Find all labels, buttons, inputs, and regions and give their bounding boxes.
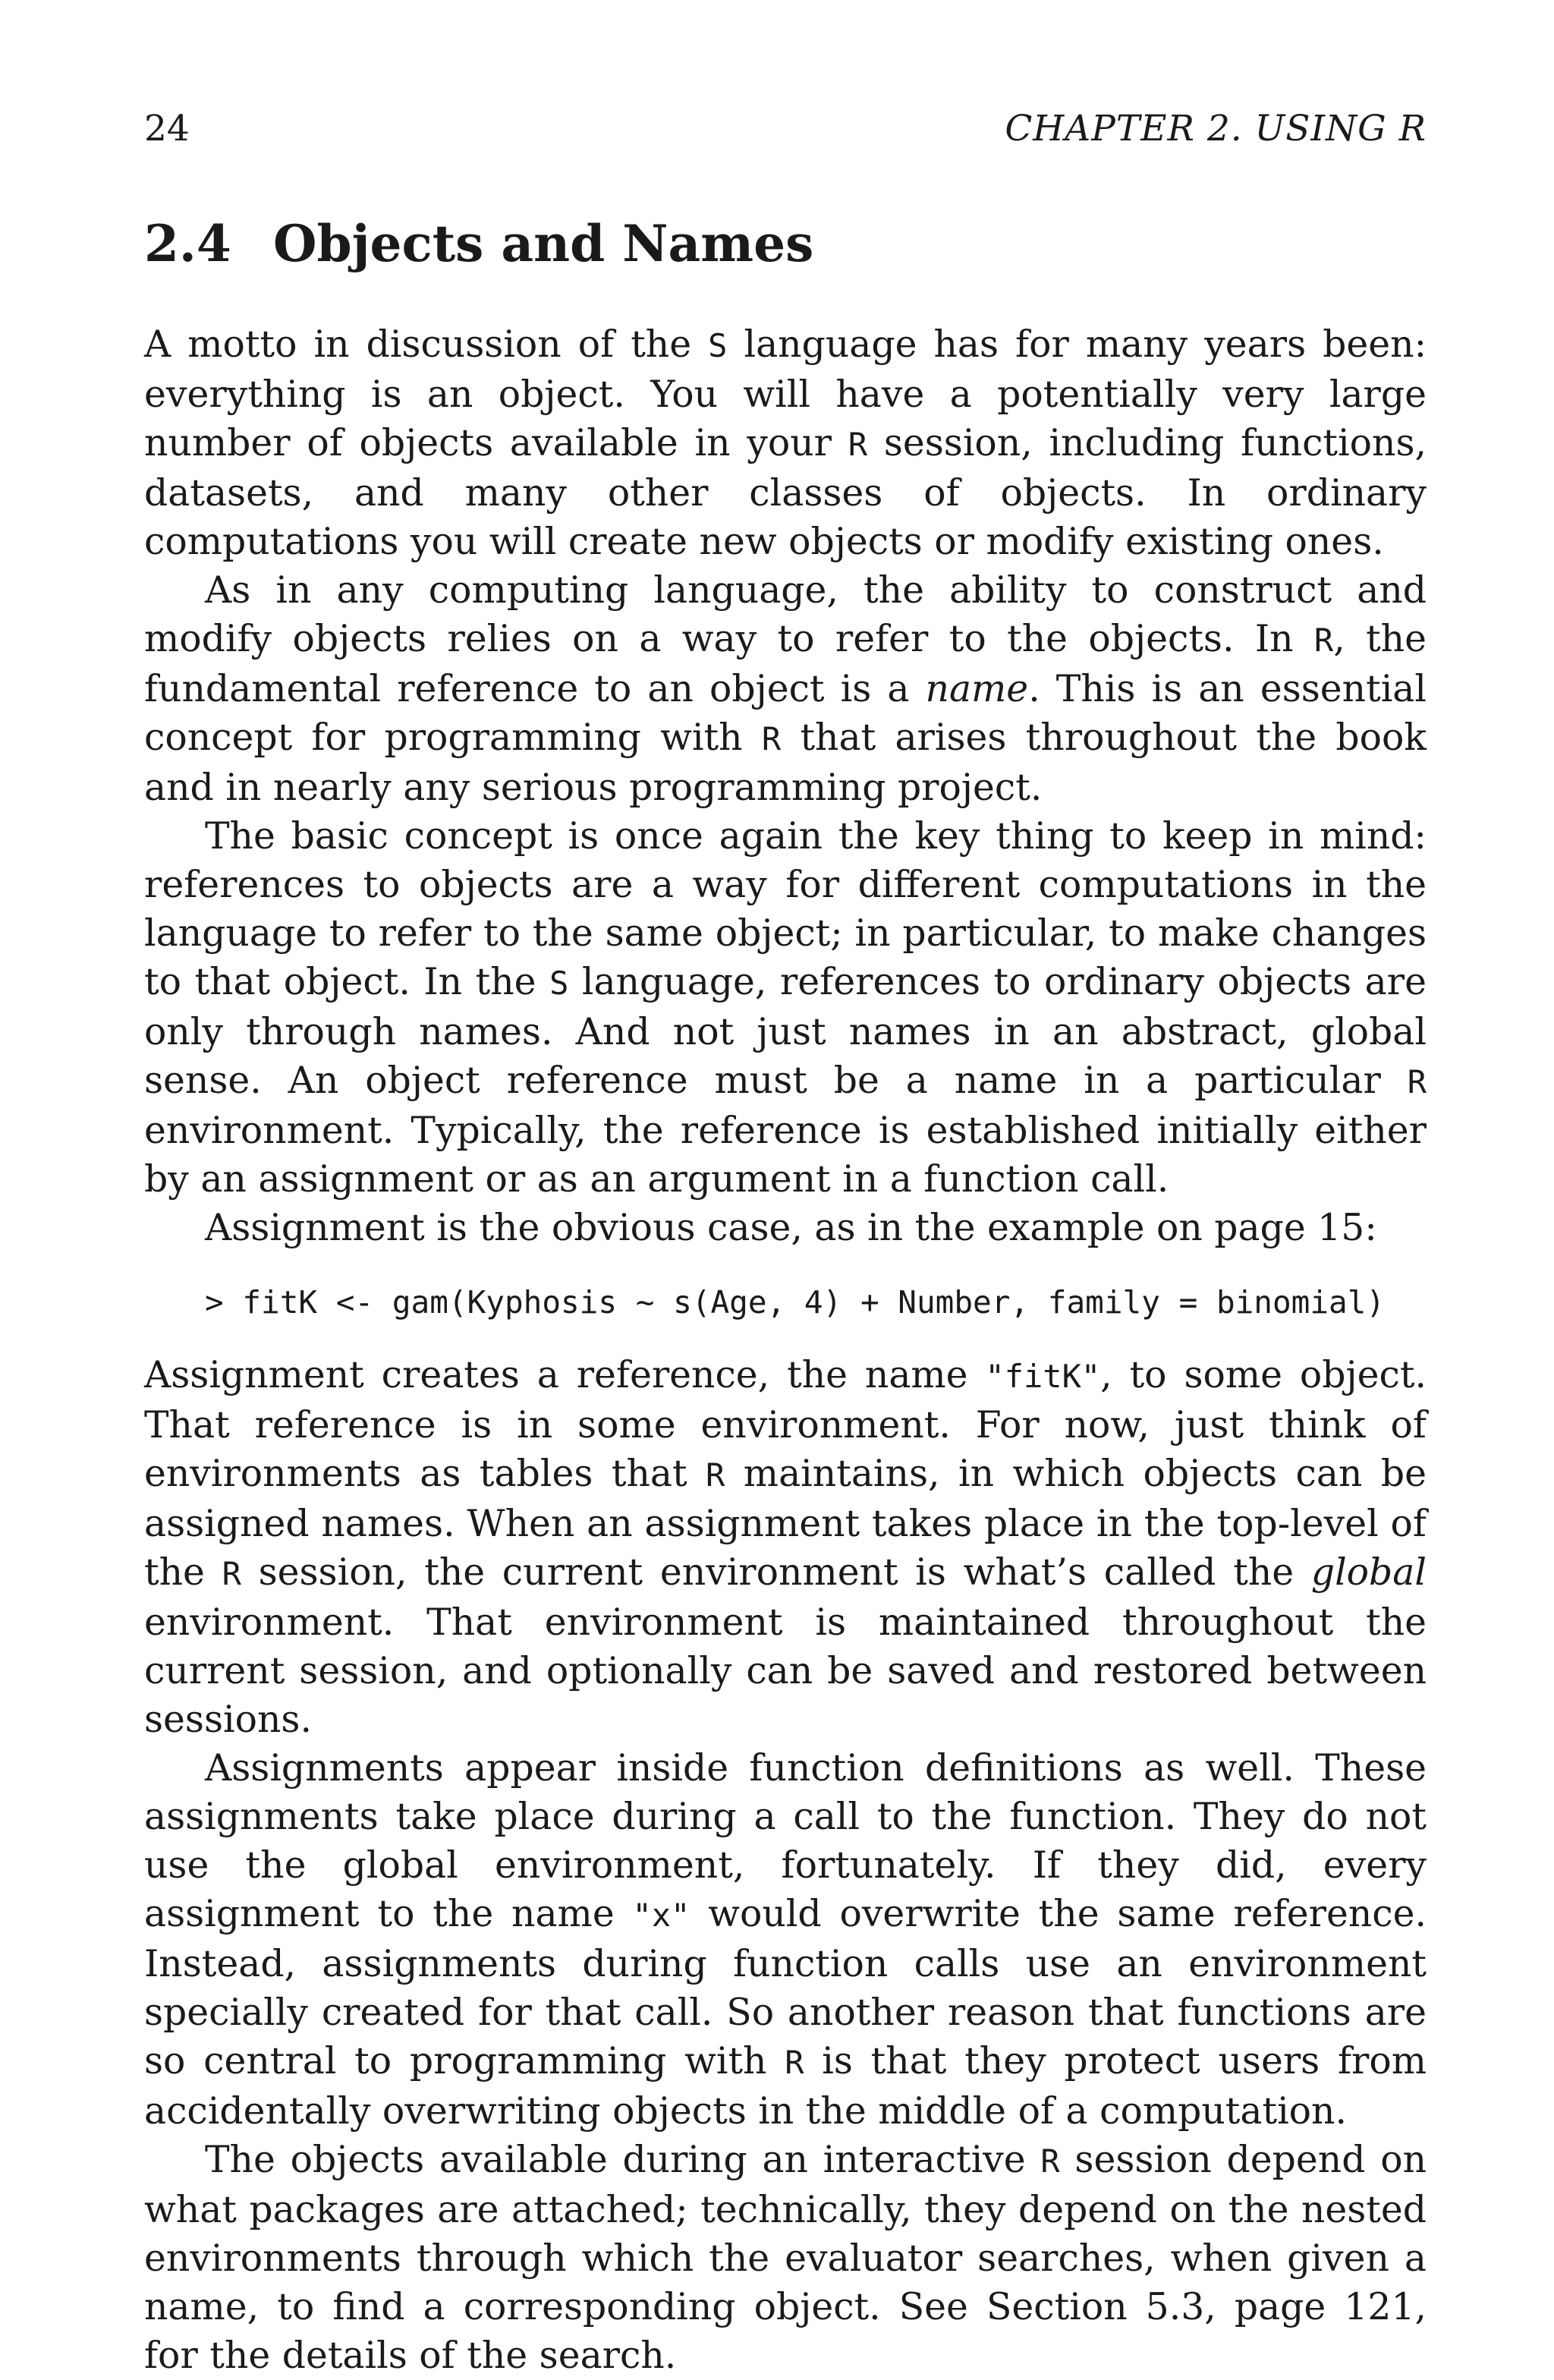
paragraph-5 xyxy=(144,1351,1427,1744)
section-heading xyxy=(144,209,1427,278)
text-run: maintains, in which objects can be assigned names. When an assignment takes place in the top-level of the xyxy=(144,1452,1427,1594)
code-inline: R xyxy=(1040,2142,1060,2180)
text-run: environment. Typically, the reference is established initially either by an assignment or as an argument in a function call. xyxy=(144,1109,1427,1201)
code-inline: R xyxy=(222,1555,241,1592)
book-page xyxy=(144,99,1427,2380)
text-run: session depend on what packages are attached; technically, they depend on the nested environments through which the evaluator searches, when given a name, to find a corresponding object. See Section 5.3, page 121, for the details of the search. xyxy=(144,2138,1427,2377)
text-run: The basic concept is once again the key thing to keep in mind: references to objects are a way for different computations in the language to refer to the same object; in particular, to make changes to that object. In the xyxy=(144,814,1427,1003)
text-run: Assignment is the obvious case, as in the example on page 15: xyxy=(205,1206,1377,1249)
paragraph-1 xyxy=(144,320,1427,566)
text-run: would overwrite the same reference. Instead, assignments during function calls use an environment specially created for that call. So another reason that functions are so central to programming with xyxy=(144,1892,1427,2082)
text-run: Assignments appear inside function definitions as well. These assignments take place during a call to the function. They do not use the global environment, fortunately. If they did, every assignment to the name xyxy=(144,1746,1427,1935)
chapter-title: CHAPTER 2. USING R xyxy=(1005,108,1427,150)
code-inline: R xyxy=(761,720,782,757)
code-inline: "x" xyxy=(632,1897,690,1934)
text-run: language, references to ordinary objects are only through names. And not just names in an abstract, global sense. An object reference must be a name in a particular xyxy=(144,960,1427,1102)
text-run: , the fundamental reference to an object is a xyxy=(144,617,1427,710)
paragraph-3 xyxy=(144,812,1427,1204)
text-run: that arises throughout the book and in nearly any serious programming project. xyxy=(144,716,1427,809)
emphasis: global xyxy=(1310,1550,1427,1594)
text-run: , to some object. That reference is in some environment. For now, just think of environments as tables that xyxy=(144,1353,1427,1495)
paragraph-2 xyxy=(144,566,1427,812)
page-number: 24 xyxy=(144,108,190,150)
running-head xyxy=(144,99,1427,159)
text-run: A motto in discussion of the xyxy=(144,323,709,366)
paragraph-6 xyxy=(144,1744,1427,2136)
text-run: environment. That environment is maintained throughout the current session, and optionally can be saved and restored between sessions. xyxy=(144,1601,1427,1741)
text-run: is that they protect users from accidentally overwriting objects in the middle of a computation. xyxy=(144,2039,1427,2133)
code-inline: S xyxy=(708,327,728,364)
paragraph-7 xyxy=(144,2136,1427,2380)
text-run: As in any computing language, the ability to construct and modify objects relies on a way to refer to the objects. In xyxy=(144,568,1427,660)
body-text xyxy=(144,320,1427,2380)
code-inline: R xyxy=(706,1456,725,1494)
section-number: 2.4 xyxy=(144,214,231,273)
text-run: Assignment creates a reference, the name xyxy=(144,1353,986,1396)
code-inline: R xyxy=(1313,622,1334,659)
code-inline: R xyxy=(1407,1063,1427,1100)
text-run: session, the current environment is what’s called the xyxy=(241,1550,1311,1594)
code-inline: R xyxy=(848,426,868,463)
text-run: The objects available during an interactive xyxy=(205,2138,1041,2181)
code-inline: R xyxy=(785,2044,804,2081)
section-title: Objects and Names xyxy=(273,214,814,273)
paragraph-4 xyxy=(144,1204,1427,1252)
code-inline: S xyxy=(549,965,569,1002)
code-inline: "fitK" xyxy=(985,1358,1101,1395)
text-run: . This is an essential concept for programming with xyxy=(144,667,1427,759)
code-example: > fitK <- gam(Kyphosis ∼ s(Age, 4) + Number, family = binomial) xyxy=(205,1284,1386,1321)
text-run: session, including functions, datasets, and many other classes of objects. In ordinary computations you will create new objects or modify existing ones. xyxy=(144,421,1427,563)
text-run: language has for many years been: everything is an object. You will have a potentially very large number of objects available in your xyxy=(144,323,1427,464)
emphasis: name xyxy=(925,667,1029,710)
